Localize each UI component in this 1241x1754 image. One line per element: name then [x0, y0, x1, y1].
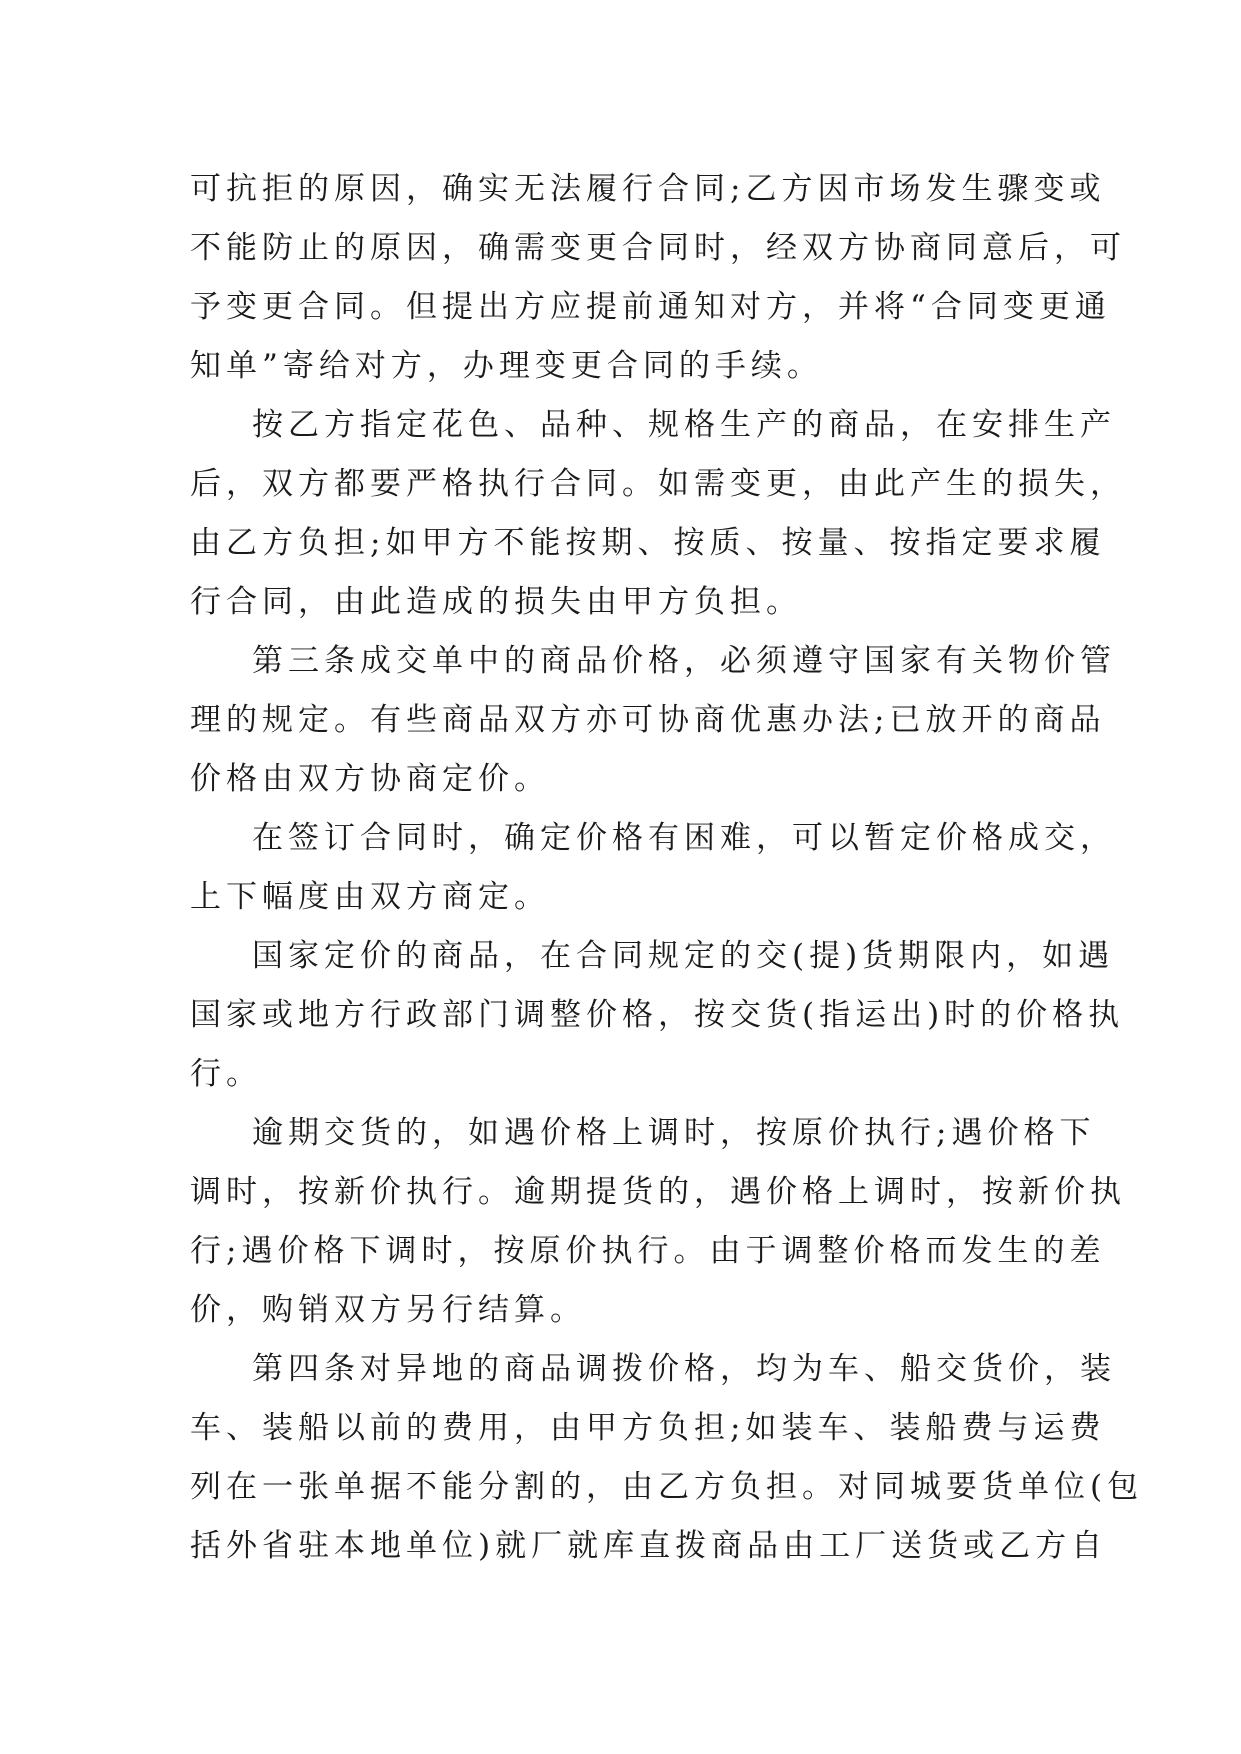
text-line: 予变更合同。但提出方应提前通知对方，并将“合同变更通: [190, 289, 1111, 325]
text-line: 调时，按新价执行。逾期提货的，遇价格上调时，按新价执: [190, 1174, 1126, 1210]
text-line: 在签订合同时，确定价格有困难，可以暂定价格成交，: [252, 820, 1116, 856]
text-line: 价，购销双方另行结算。: [190, 1292, 586, 1328]
text-line: 第三条成交单中的商品价格，必须遵守国家有关物价管: [252, 643, 1116, 679]
text-line: 括外省驻本地单位)就厂就库直拨商品由工厂送货或乙方自: [190, 1528, 1108, 1564]
text-line: 行;遇价格下调时，按原价执行。由于调整价格而发生的差: [190, 1233, 1106, 1269]
text-line: 价格由双方协商定价。: [190, 761, 550, 797]
paragraph: [190, 927, 1125, 1104]
text-line: 行。: [190, 1056, 262, 1092]
paragraph: [190, 1104, 1126, 1340]
text-line: 上下幅度由双方商定。: [190, 879, 550, 915]
text-line: 行合同，由此造成的损失由甲方负担。: [190, 584, 802, 620]
text-line: 知单”寄给对方，办理变更合同的手续。: [190, 348, 823, 384]
text-line: 理的规定。有些商品双方亦可协商优惠办法;已放开的商品: [190, 702, 1106, 738]
text-line: 国家定价的商品，在合同规定的交(提)货期限内，如遇: [252, 938, 1115, 974]
text-line: 不能防止的原因，确需变更合同时，经双方协商同意后，可: [190, 230, 1126, 266]
paragraph: [190, 809, 1116, 927]
text-line: 由乙方负担;如甲方不能按期、按质、按量、按指定要求履: [190, 525, 1106, 561]
text-line: 按乙方指定花色、品种、规格生产的商品，在安排生产: [252, 407, 1116, 443]
document-body: [190, 160, 1144, 1576]
paragraph: [190, 632, 1116, 809]
text-line: 列在一张单据不能分割的，由乙方负担。对同城要货单位(包: [190, 1469, 1144, 1505]
text-line: 车、装船以前的费用，由甲方负担;如装车、装船费与运费: [190, 1410, 1106, 1446]
paragraph: [190, 1340, 1144, 1576]
paragraph: [190, 396, 1126, 632]
text-line: 第四条对异地的商品调拨价格，均为车、船交货价，装: [252, 1351, 1116, 1387]
text-line: 逾期交货的，如遇价格上调时，按原价执行;遇价格下: [252, 1115, 1096, 1151]
paragraph: [190, 160, 1126, 396]
text-line: 国家或地方行政部门调整价格，按交货(指运出)时的价格执: [190, 997, 1125, 1033]
text-line: 后，双方都要严格执行合同。如需变更，由此产生的损失，: [190, 466, 1126, 502]
text-line: 可抗拒的原因，确实无法履行合同;乙方因市场发生骤变或: [190, 171, 1106, 207]
